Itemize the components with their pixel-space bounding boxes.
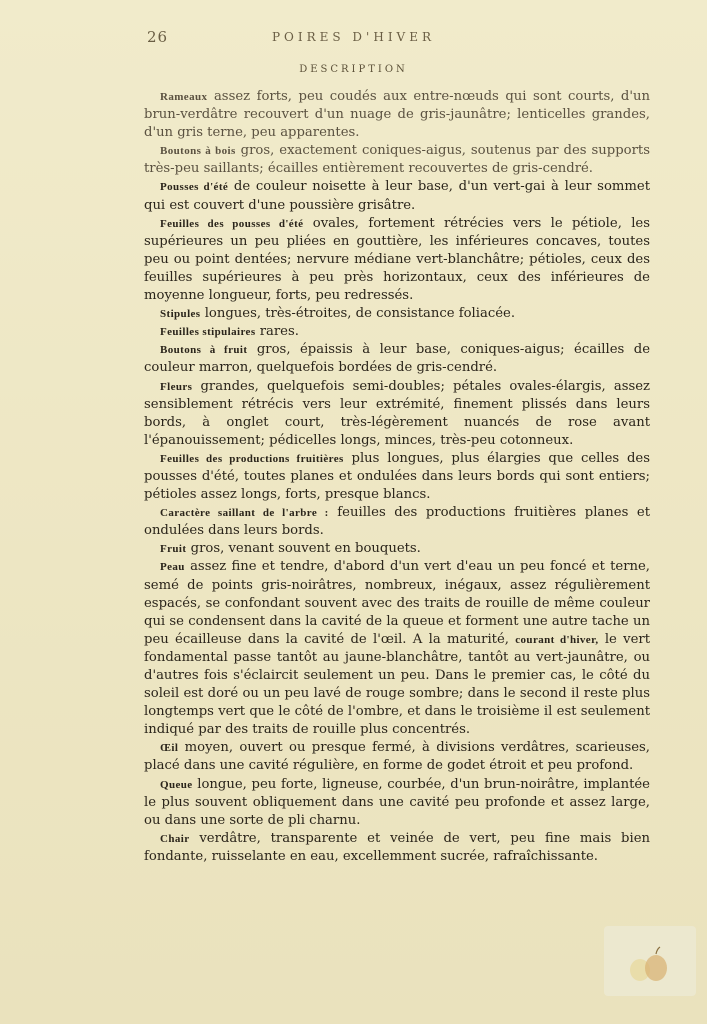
paragraph-body: assez forts, peu coudés aux entre-nœuds qui sont courts, d'un brun-verdâtre recouvert d'un nuage de gris-jaunâtre; lenticelles grandes, d'un gris terne, peu apparentes. (144, 89, 650, 141)
term-label: Peau (160, 561, 185, 574)
paragraph-fruit (144, 540, 650, 558)
term-label: Feuilles des productions fruitières (160, 452, 344, 465)
pear-icon (626, 944, 670, 984)
paragraph-body: de couleur noisette à leur base, d'un vert-gai à leur sommet qui est couvert d'une poussière grisâtre. (144, 179, 650, 213)
paragraph-body: rares. (255, 324, 299, 340)
page-number: 26 (147, 28, 169, 46)
paragraph-oeil (144, 739, 650, 775)
paragraph-chair (144, 830, 650, 866)
paragraph-body: feuilles des productions fruitières planes et ondulées dans leurs bords. (144, 505, 651, 539)
term-label: Boutons à fruit (160, 344, 248, 357)
paragraph-body: gros, exactement coniques-aigus, soutenus par des supports très-peu saillants; écailles entièrement recouvertes de gris-cendré. (144, 143, 650, 177)
paragraph-boutons-a-bois (144, 142, 650, 178)
term-label: Œil (160, 742, 179, 755)
term-label: Boutons à bois (160, 145, 236, 158)
running-head: POIRES D'HIVER (271, 30, 436, 44)
section-title: DESCRIPTION (299, 64, 408, 75)
term-label: Chair (160, 832, 190, 845)
term-label: Queue (160, 778, 193, 791)
paragraph-body: grandes, quelquefois semi-doubles; pétales ovales-élargis, assez sensiblement rétrécis vers leur extrémité, finement plissés dans leurs bords, à onglet court, très-légèrement nuancés de rose avant l'épanouissement; pédicelles longs, minces, très-peu cotonneux. (144, 378, 650, 448)
paragraph-caractere-saillant (144, 504, 650, 540)
term-label: Caractère saillant de l'arbre : (160, 507, 329, 520)
term-label-inline: courant d'hiver, (515, 633, 599, 646)
paragraph-stipules (144, 305, 650, 323)
paragraph-body: assez fine et tendre, d'abord d'un vert d'eau un peu foncé et terne, semé de points gris-noirâtres, nombreux, inégaux, assez régulièrement espacés, se confondant souvent avec des traits de rouille de même couleur qui se condensent dans la cavité de la queue et forment une autre tache un peu écailleuse dans la cavité de l'œil. A la maturité, (144, 559, 650, 647)
paragraph-feuilles-des-productions (144, 450, 650, 504)
paragraph-body: moyen, ouvert ou presque fermé, à divisions verdâtres, scarieuses, placé dans une cavité régulière, en forme de godet étroit et peu profond. (144, 740, 650, 774)
term-label: Feuilles stipulaires (160, 326, 256, 339)
paragraph-feuilles-stipulaires (144, 323, 650, 341)
paragraph-fleurs (144, 378, 650, 450)
term-label: Rameaux (160, 91, 208, 103)
paragraph-body: verdâtre, transparente et veinée de vert, peu fine mais bien fondante, ruisselante en eau, excellemment sucrée, rafraîchissante. (144, 830, 650, 864)
paragraph-rameaux (144, 88, 650, 142)
paragraph-peau (144, 558, 650, 739)
term-label: Feuilles des pousses d'été (160, 217, 304, 230)
paragraph-body: plus longues, plus élargies que celles des pousses d'été, toutes planes et ondulées dans leurs bords qui sont entiers; pétioles assez longs, forts, presque blancs. (144, 450, 650, 503)
term-label: Fruit (160, 543, 187, 556)
term-label: Fleurs (160, 380, 193, 393)
paragraph-body: gros, venant souvent en bouquets. (186, 541, 421, 557)
paragraph-body: longue, peu forte, ligneuse, courbée, d'un brun-noirâtre, implantée le plus souvent obliquement dans une cavité peu profonde et assez large, ou dans une sorte de pli charnu. (144, 776, 650, 828)
paragraph-body-continued: le vert fondamental passe tantôt au jaune-blanchâtre, tantôt au vert-jaunâtre, ou d'autres fois s'éclaircit seulement un peu. Dans le premier cas, le côté du soleil est doré ou un peu lavé de rouge sombre; dans le second il reste plus longtemps vert que le côté de l'ombre, et dans le troisième il est seulement indiqué par des traits de rouille plus concentrés. (144, 631, 650, 738)
paragraph-body: longues, très-étroites, de consistance foliacée. (200, 306, 516, 322)
paragraph-pousses-d-ete (144, 178, 650, 214)
term-label: Stipules (160, 308, 201, 321)
description-text (144, 88, 650, 866)
paragraph-body: ovales, fortement rétrécies vers le pétiole, les supérieures un peu pliées en gouttière, les inférieures concaves, toutes peu ou point dentées; nervure médiane vert-blanchâtre; pétioles, ceux des feuilles supérieures à peu près horizontaux, ceux des inférieures de moyenne longueur, forts, peu redressés. (144, 215, 650, 304)
paragraph-body: gros, épaissis à leur base, coniques-aigus; écailles de couleur marron, quelquefois bordées de gris-cendré. (144, 342, 650, 376)
term-label: Pousses d'été (160, 181, 229, 194)
paragraph-queue (144, 776, 650, 830)
paragraph-boutons-a-fruit (144, 341, 650, 377)
paragraph-feuilles-des-pousses (144, 215, 650, 305)
